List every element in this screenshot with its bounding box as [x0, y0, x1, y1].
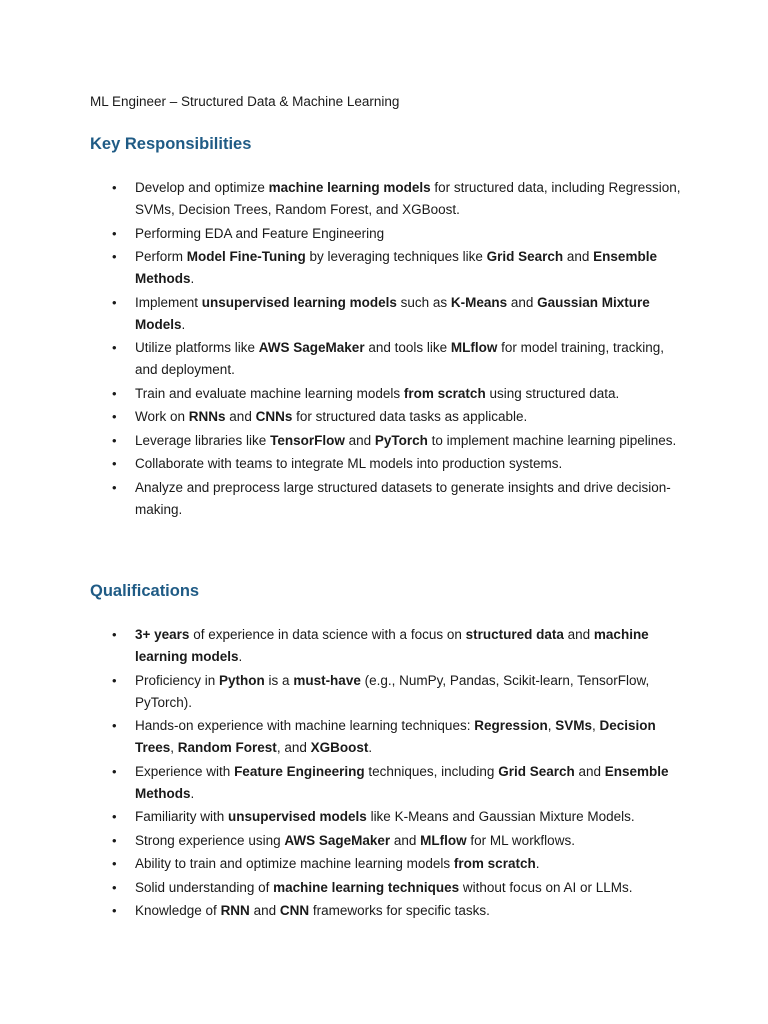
bold-text: AWS SageMaker [258, 340, 365, 355]
bold-text: Grid Search [498, 763, 575, 779]
text: , [547, 718, 556, 733]
bullet-icon: • [112, 627, 117, 642]
bold-text: machine learning models [268, 180, 431, 195]
bold-text: machine learning models [135, 627, 649, 664]
text: and [249, 903, 280, 918]
bold-text: from scratch [403, 385, 486, 401]
bold-text: structured data [465, 627, 564, 642]
document-title: ML Engineer – Structured Data & Machine Learning [90, 94, 400, 109]
bold-text: MLflow [420, 832, 467, 848]
bold-text: K-Means [450, 294, 508, 310]
responsibilities-list [90, 177, 690, 522]
bullet-icon: • [112, 180, 117, 195]
text: and [344, 432, 375, 448]
text: , [592, 718, 600, 733]
bold-text: Ensemble Methods [135, 763, 669, 801]
bullet-icon: • [112, 409, 117, 424]
list-item [90, 292, 690, 336]
text: . [190, 785, 195, 801]
bold-text: Decision Trees [135, 718, 656, 755]
list-item [90, 383, 690, 405]
bold-text: Feature Engineering [234, 763, 365, 779]
text: (e.g., NumPy, Pandas, Scikit-learn, TensorFlow, PyTorch). [135, 672, 650, 710]
list-item [90, 715, 690, 759]
bold-text: CNNs [255, 409, 293, 424]
text: and [225, 409, 256, 424]
text: Strong experience using [135, 832, 285, 848]
bold-text: Model Fine-Tuning [186, 249, 306, 264]
text: and [563, 249, 594, 264]
bold-text: RNN [220, 903, 250, 918]
text: Leverage libraries like [135, 432, 271, 448]
bullet-icon: • [112, 856, 117, 871]
text: Develop and optimize [135, 180, 269, 195]
bold-text: Gaussian Mixture Models [135, 294, 650, 332]
bold-text: RNNs [188, 409, 226, 424]
bold-text: Python [219, 672, 265, 688]
bullet-icon: • [112, 718, 117, 733]
text: Implement [135, 294, 202, 310]
text: . [181, 316, 186, 332]
heading-key-responsibilities: Key Responsibilities [90, 135, 252, 153]
bold-text: Random Forest [177, 740, 277, 755]
text: Ability to train and optimize machine learning models [135, 856, 454, 871]
text: Perform [135, 249, 187, 264]
bold-text: SVMs [555, 718, 593, 733]
bold-text: XGBoost [310, 740, 369, 755]
text: Experience with [135, 763, 235, 779]
text: using structured data. [485, 385, 620, 401]
list-item [90, 761, 690, 805]
text: to implement machine learning pipelines. [427, 432, 677, 448]
list-item [90, 430, 690, 452]
bullet-icon: • [112, 809, 117, 824]
list-item [90, 853, 690, 875]
text: . [535, 856, 540, 871]
text: of experience in data science with a focus on [189, 627, 466, 642]
bullet-icon: • [112, 249, 117, 264]
bold-text: unsupervised models [228, 809, 367, 824]
list-item [90, 877, 690, 899]
text: and [574, 763, 605, 779]
bullet-icon: • [112, 456, 117, 471]
list-item [90, 453, 690, 475]
text: Train and evaluate machine learning models [135, 385, 404, 401]
bold-text: CNN [279, 903, 310, 918]
text: for ML workflows. [466, 832, 575, 848]
bold-text: TensorFlow [270, 432, 345, 448]
text: Solid understanding of [135, 879, 274, 895]
bold-text: AWS SageMaker [284, 832, 391, 848]
bold-text: PyTorch [374, 432, 428, 448]
text: by leveraging techniques like [305, 249, 487, 264]
text: . [368, 740, 373, 755]
bold-text: Regression [474, 718, 548, 733]
bullet-icon: • [112, 340, 117, 355]
text: and [563, 627, 594, 642]
bullet-icon: • [112, 294, 117, 310]
bold-text: machine learning techniques [273, 879, 460, 895]
bullet-icon: • [112, 672, 117, 688]
heading-qualifications: Qualifications [90, 582, 200, 600]
text: for structured data, including Regression, SVMs, Decision Trees, Random Forest, and XGBoost. [135, 180, 681, 217]
text: . [190, 271, 195, 286]
text: and tools like [364, 340, 451, 355]
bold-text: Ensemble Methods [135, 249, 657, 286]
bullet-icon: • [112, 432, 117, 448]
text: for model training, tracking, and deployment. [135, 340, 664, 377]
text: Proficiency in [135, 672, 220, 688]
bullet-icon: • [112, 385, 117, 401]
text: like K-Means and Gaussian Mixture Models. [366, 809, 635, 824]
bullet-icon: • [112, 879, 117, 895]
list-item [90, 406, 690, 428]
text: Collaborate with teams to integrate ML models into production systems. [135, 456, 563, 471]
list-item [90, 477, 690, 521]
bullet-icon: • [112, 903, 117, 918]
text: Hands-on experience with machine learning techniques: [135, 718, 475, 733]
list-item [90, 670, 690, 714]
bullet-icon: • [112, 763, 117, 779]
list-item [90, 900, 690, 922]
list-item [90, 223, 690, 245]
bold-text: must-have [293, 672, 361, 688]
bold-text: Grid Search [486, 249, 564, 264]
list-item [90, 830, 690, 852]
bullet-icon: • [112, 225, 117, 241]
bullet-icon: • [112, 479, 117, 495]
bullet-icon: • [112, 832, 117, 848]
list-item [90, 337, 690, 381]
list-item [90, 246, 690, 290]
text: without focus on AI or LLMs. [459, 879, 633, 895]
bold-text: MLflow [450, 340, 498, 355]
text: , [170, 740, 178, 755]
text: is a [264, 672, 294, 688]
list-item [90, 177, 690, 221]
text: and [507, 294, 538, 310]
text: Analyze and preprocess large structured datasets to generate insights and drive decision-making. [135, 479, 671, 517]
text: frameworks for specific tasks. [309, 903, 490, 918]
text: Work on [135, 409, 189, 424]
bold-text: 3+ years [135, 627, 190, 642]
text: Performing EDA and Feature Engineering [135, 225, 385, 241]
list-item [90, 624, 690, 668]
qualifications-list [90, 624, 690, 924]
bold-text: unsupervised learning models [201, 294, 397, 310]
bold-text: from scratch [453, 856, 536, 871]
text: techniques, including [364, 763, 499, 779]
text: and [390, 832, 421, 848]
text: . [238, 649, 243, 664]
text: such as [396, 294, 451, 310]
text: Familiarity with [135, 809, 229, 824]
text: Utilize platforms like [135, 340, 259, 355]
text: for structured data tasks as applicable. [292, 409, 528, 424]
text: , and [276, 740, 311, 755]
list-item [90, 806, 690, 828]
text: Knowledge of [135, 903, 221, 918]
